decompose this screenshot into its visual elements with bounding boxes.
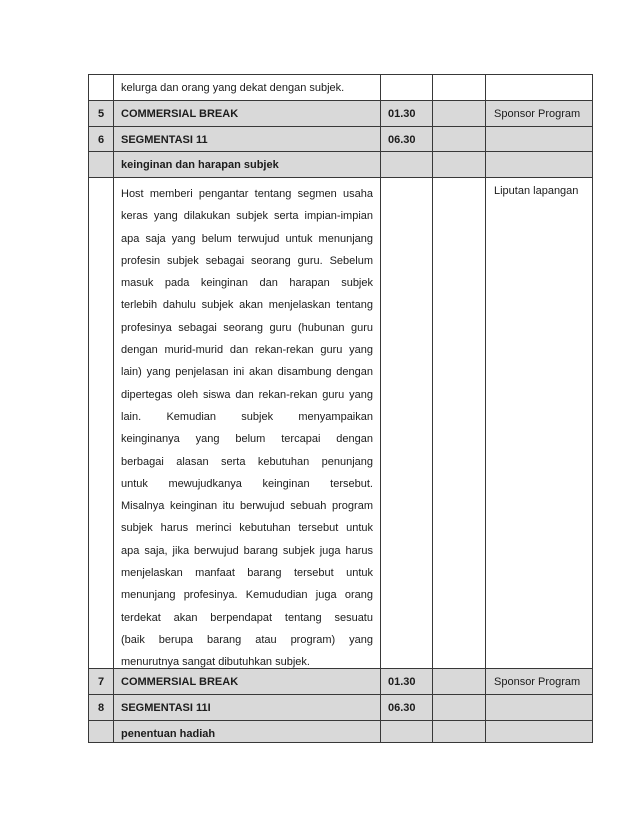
paragraph-line: subjek harus merinci kebutuhan tersebut untuk xyxy=(121,522,373,535)
row-number-cell xyxy=(89,178,114,669)
spare-cell xyxy=(433,101,486,127)
spare-cell xyxy=(433,127,486,152)
spare-cell xyxy=(433,695,486,721)
row-number-cell xyxy=(89,75,114,101)
row-number-cell: 6 xyxy=(89,127,114,152)
notes-cell xyxy=(486,695,593,721)
notes-cell: Sponsor Program xyxy=(486,669,593,695)
row-number-cell xyxy=(89,721,114,743)
table-row xyxy=(89,127,593,152)
paragraph-line: lain) yang penjelasan ini akan disambung dengan xyxy=(121,366,373,379)
notes-cell: Sponsor Program xyxy=(486,101,593,127)
duration-cell xyxy=(381,721,433,743)
paragraph-line: untuk mewujudkanya keinginan tersebut. xyxy=(121,477,373,490)
spare-cell xyxy=(433,75,486,101)
row-number-cell: 7 xyxy=(89,669,114,695)
table-row xyxy=(89,695,593,721)
notes-cell xyxy=(486,75,593,101)
description-cell: SEGMENTASI 11I xyxy=(114,695,381,721)
paragraph-line: keras yang dilakukan subjek serta impian-impian xyxy=(121,210,373,223)
paragraph-line: terdekat akan berpendapat tentang sesuatu xyxy=(121,611,373,624)
duration-cell xyxy=(381,75,433,101)
table-row xyxy=(89,101,593,127)
duration-cell: 06.30 xyxy=(381,127,433,152)
paragraph-line: menurutnya sangat dibutuhkan subjek. xyxy=(121,656,310,669)
table-row xyxy=(89,152,593,178)
table-row xyxy=(89,75,593,101)
notes-cell: Liputan lapangan xyxy=(486,178,593,669)
description-cell: COMMERSIAL BREAK xyxy=(114,669,381,695)
segment-description-paragraph xyxy=(114,178,381,669)
paragraph-line: profesin subjek sebagai seorang guru. Sebelum xyxy=(121,254,373,267)
paragraph-line: lain. Kemudian subjek menyampaikan xyxy=(121,410,373,423)
table-row xyxy=(89,669,593,695)
duration-cell xyxy=(381,152,433,178)
duration-cell: 01.30 xyxy=(381,669,433,695)
spare-cell xyxy=(433,721,486,743)
description-cell: penentuan hadiah xyxy=(114,721,381,743)
spare-cell xyxy=(433,669,486,695)
table-row xyxy=(89,178,593,669)
duration-cell: 01.30 xyxy=(381,101,433,127)
paragraph-line: menunjang profesinya. Kemududian juga orang xyxy=(121,589,373,602)
paragraph-line: dipertegas oleh siswa dan rekan-rekan guru yang xyxy=(121,388,373,401)
notes-cell xyxy=(486,721,593,743)
paragraph-line: Host memberi pengantar tentang segmen usaha xyxy=(121,188,373,200)
table-row xyxy=(89,721,593,743)
paragraph-line: keinginanya yang belum tercapai dengan xyxy=(121,433,373,446)
rundown-table xyxy=(88,74,593,743)
description-cell: kelurga dan orang yang dekat dengan subjek. xyxy=(114,75,381,101)
paragraph-line: berbagai alasan serta kebutuhan penunjang xyxy=(121,455,373,468)
row-number-cell: 5 xyxy=(89,101,114,127)
description-cell: keinginan dan harapan subjek xyxy=(114,152,381,178)
paragraph-line: terlebih dahulu subjek akan menjelaskan tentang xyxy=(121,299,373,312)
spare-cell xyxy=(433,152,486,178)
paragraph-line: menjelaskan manfaat barang tersebut untuk xyxy=(121,567,373,580)
paragraph-line: apa saja yang belum terwujud untuk menunjang xyxy=(121,232,373,245)
paragraph-line: dengan murid-murid dan rekan-rekan guru yang xyxy=(121,344,373,357)
description-cell: COMMERSIAL BREAK xyxy=(114,101,381,127)
paragraph-line: profesinya sebagai seorang guru (hubunan guru xyxy=(121,321,373,334)
paragraph-line: Misalnya keinginan itu berwujud sebuah program xyxy=(121,500,373,513)
duration-cell: 06.30 xyxy=(381,695,433,721)
row-number-cell: 8 xyxy=(89,695,114,721)
row-number-cell xyxy=(89,152,114,178)
notes-cell xyxy=(486,127,593,152)
description-cell: SEGMENTASI 11 xyxy=(114,127,381,152)
paragraph-line: (baik berupa barang atau program) yang xyxy=(121,633,373,646)
spare-cell xyxy=(433,178,486,669)
notes-cell xyxy=(486,152,593,178)
duration-cell xyxy=(381,178,433,669)
paragraph-line: masuk pada keinginan dan harapan subjek xyxy=(121,277,373,290)
paragraph-line: apa saja, jika berwujud barang subjek juga harus xyxy=(121,544,373,557)
